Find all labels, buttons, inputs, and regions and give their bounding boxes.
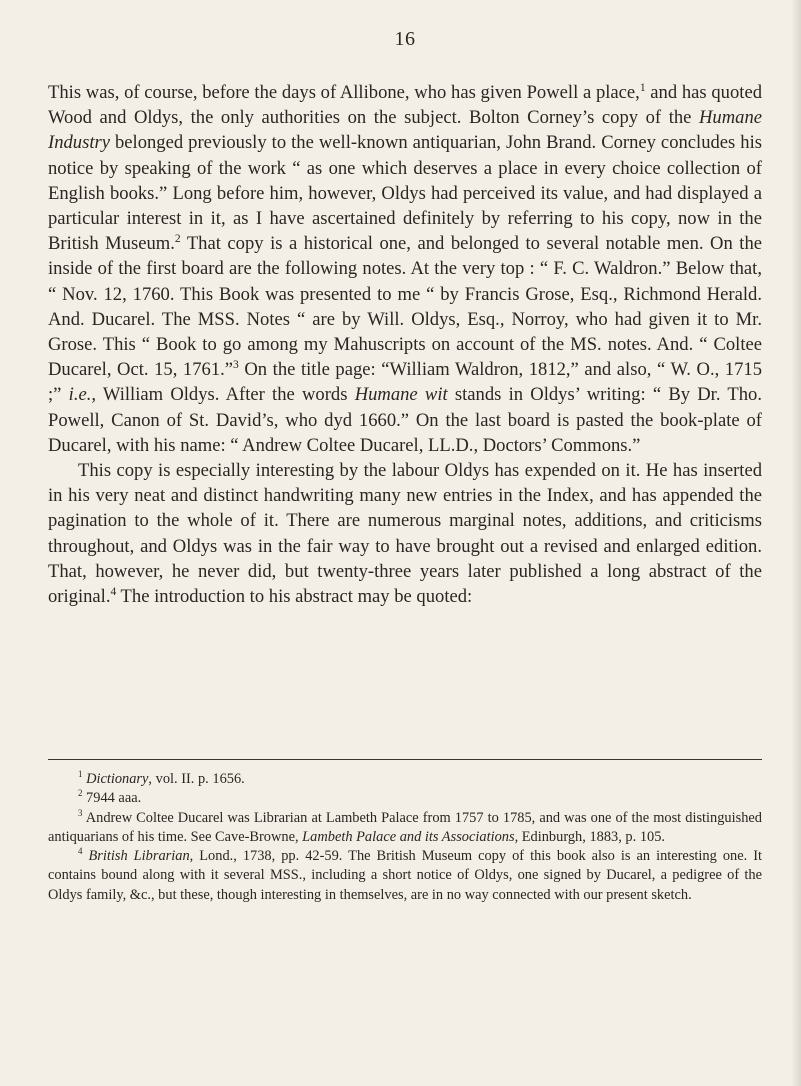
footnote-2 — [48, 789, 762, 808]
paragraph-2 — [48, 458, 762, 609]
footnote-marker: 1 — [78, 769, 83, 780]
italic-text: Humane Industry — [48, 107, 762, 154]
footnote-3 — [48, 809, 762, 848]
text-run: stands in Oldys’ writing: “ By Dr. Tho. Powell, Canon of St. David’s, who dyd 1660.” On the last board is pasted the book-plate of Ducarel, with his name: “ Andrew Coltee Ducarel, LL.D., Doctors’ Commons.” — [48, 384, 762, 456]
footnote-marker: 4 — [110, 585, 117, 598]
page-number: 16 — [394, 28, 416, 50]
text-run: , vol. II. p. 1656. — [148, 771, 245, 787]
body-text — [48, 80, 762, 609]
italic-text: Lambeth Palace and its Associations — [302, 828, 515, 845]
footnote-marker: 4 — [78, 846, 83, 857]
text-run: On the title page: “William Waldron, 1812,” and also, “ W. O., 1715 ;” — [48, 359, 762, 406]
paragraph-1 — [48, 80, 762, 458]
text-run: Andrew Coltee Ducarel was Librarian at Lambeth Palace from 1757 to 1785, and was one of the most distinguished antiquarians of his time. See Cave-Browne, — [48, 809, 762, 845]
footnotes — [48, 770, 762, 905]
footnote-marker: 2 — [174, 233, 181, 246]
text-run: and has quoted Wood and Oldys, the only authorities on the subject. Bolton Corney’s copy of the — [48, 82, 762, 129]
italic-text: i.e., — [68, 384, 97, 406]
italic-text: Dictionary — [86, 771, 149, 787]
footnote-divider — [48, 759, 762, 760]
text-run: , Lond., 1738, pp. 42-59. The British Museum copy of this book also is an interesting one. It contains bound along with it several MSS., including a short notice of Oldys, one signed by Ducarel, a pedigree of the Oldys family, &c., but these, though interesting in themselves, are in no way connected with our present sketch. — [48, 848, 762, 903]
text-run: The introduction to his abstract may be quoted: — [116, 586, 473, 608]
text-run: belonged previously to the well-known antiquarian, John Brand. Corney concludes his notice by speaking of the work “ as one which deserves a place in every choice collection of English books.” Long before him, however, Oldys had perceived its value, and had displayed a particular interest in it, as I have ascertained definitely by referring to his copy, now in the British Museum. — [48, 132, 762, 255]
footnote-4 — [48, 847, 762, 905]
footnote-marker: 3 — [233, 359, 239, 372]
text-run: That copy is a historical one, and belonged to several notable men. On the inside of the first board are the following notes. At the very top : “ F. C. Waldron.” Below that, “ Nov. 12, 1760. This Book was presented to me “ by Francis Grose, Esq., Richmond Herald. And. Ducarel. The MSS. Notes “ are by Will. Oldys, Esq., Norroy, who had given it to Mr. Grose. This “ Book to go among my Mahuscripts on account of the MS. notes. And. “ Coltee Ducarel, Oct. 15, 1761.” — [48, 233, 763, 381]
page-edge-shadow — [791, 0, 801, 1086]
text-run: This copy is especially interesting by the labour Oldys has expended on it. He has inserted in his very neat and distinct handwriting many new entries in the Index, and has appended the pagination to the whole of it. There are numerous marginal notes, additions, and criticisms throughout, and Oldys was in the fair way to have brought out a revised and enlarged edition. That, however, he never did, but twenty-three years later published a long abstract of the original. — [48, 460, 762, 608]
footnote-1 — [48, 770, 762, 789]
text-run: This was, of course, before the days of Allibone, who has given Powell a place, — [48, 82, 640, 103]
footnote-marker: 3 — [78, 807, 83, 818]
italic-text: Humane wit — [354, 384, 448, 406]
italic-text: British Librarian — [88, 848, 190, 865]
text-run: , Edinburgh, 1883, p. 105. — [514, 828, 665, 845]
footnote-marker: 2 — [78, 788, 83, 799]
footnote-marker: 1 — [639, 81, 646, 94]
text-run: William Oldys. After the words — [96, 384, 355, 406]
text-run: 7944 aaa. — [82, 790, 142, 807]
